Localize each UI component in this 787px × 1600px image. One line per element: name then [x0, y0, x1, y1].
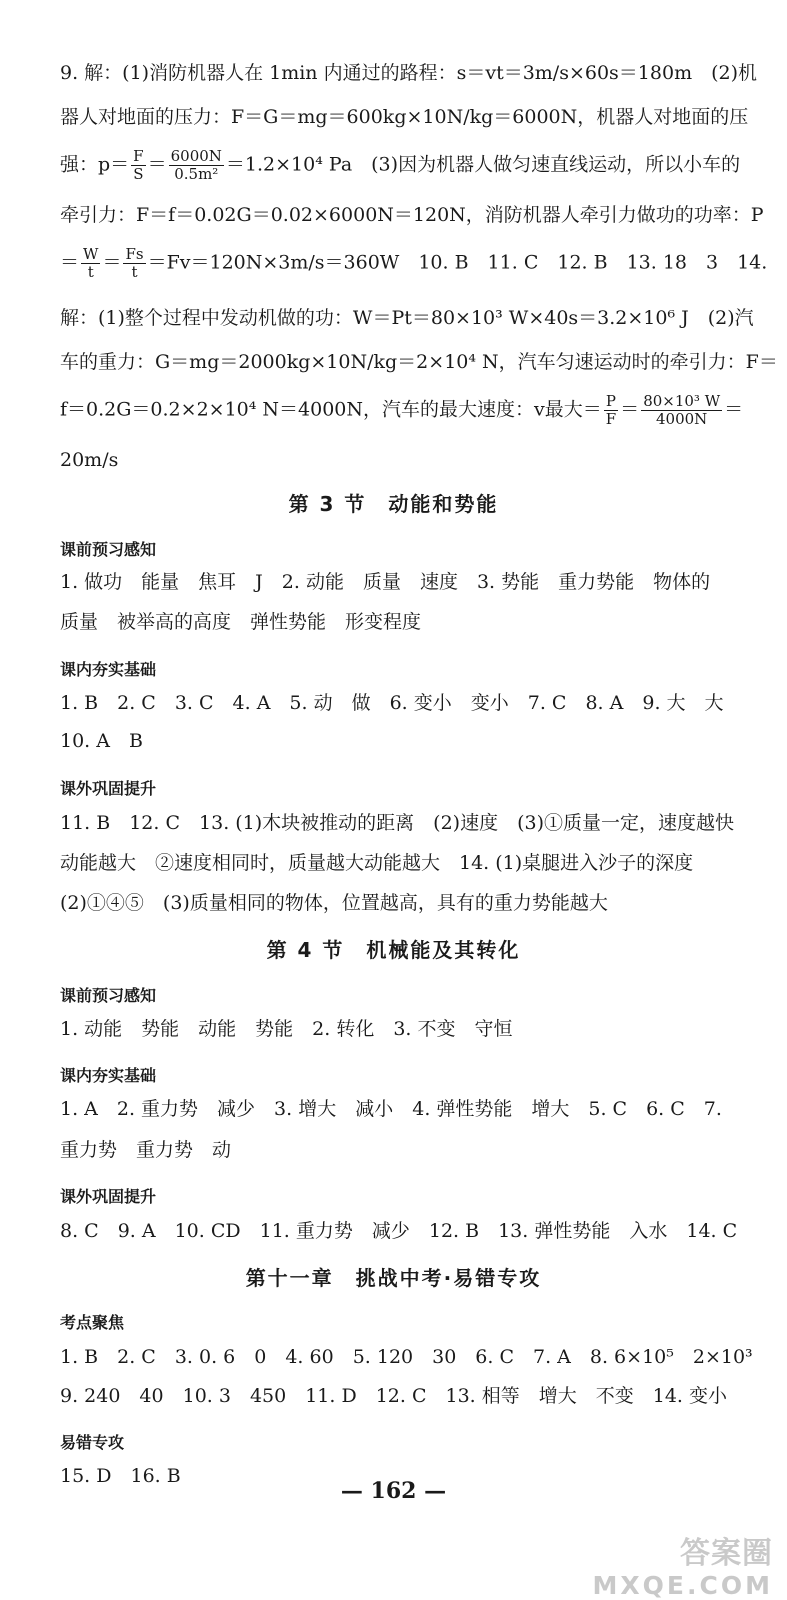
q14-line-2: 车的重力：G＝mg＝2000kg×10N/kg＝2×10⁴ N，汽车匀速运动时的牵引力：F＝ [60, 351, 778, 373]
q14-line-3 [60, 393, 747, 428]
watermark-sub: MXQE.COM [592, 1571, 773, 1600]
equals-sign: ＝ [620, 398, 640, 421]
fraction-numerator: P [604, 393, 618, 411]
equals-sign: ＝ [102, 251, 122, 274]
s3-after-class-line-1: 11. B 12. C 13. (1)木块被推动的距离 (2)速度 (3)①质量一定，速度越快 [60, 812, 735, 834]
s3-after-class-line-2: 动能越大 ②速度相同时，质量越大动能越大 14. (1)桌腿进入沙子的深度 [60, 852, 694, 874]
subheading-in-class: 课内夯实基础 [60, 660, 157, 679]
fraction-denominator: F [605, 410, 617, 428]
fraction [131, 148, 145, 183]
s4-after-class-line-1: 8. C 9. A 10. CD 11. 重力势 减少 12. B 13. 弹性势能 入水 14. C [60, 1220, 738, 1242]
subheading-errors: 易错专攻 [60, 1433, 125, 1452]
section-title: 第 3 节 动能和势能 [288, 492, 499, 516]
q14-l3-pre: f＝0.2G＝0.2×2×10⁴ N＝4000N，汽车的最大速度：v最大＝ [60, 398, 602, 421]
page-number: — 162 — [340, 1478, 447, 1504]
q9-line-3 [60, 148, 747, 183]
equals-sign: ＝ [60, 251, 80, 274]
q14-line-4: 20m/s [60, 449, 119, 471]
fraction-numerator: Fs [125, 245, 144, 263]
s3-after-class-line-3: (2)①④⑤ (3)质量相同的物体，位置越高，具有的重力势能越大 [60, 892, 608, 914]
fraction-denominator: t [131, 263, 138, 281]
fraction [123, 246, 145, 281]
q9-line-2: 器人对地面的压力：F＝G＝mg＝600kg×10N/kg＝6000N，机器人对地面的压 [60, 106, 749, 128]
chapter-title: 第十一章 挑战中考·易错专攻 [245, 1266, 542, 1290]
fraction [604, 393, 618, 428]
q9-l3-pre: 强：p＝ [60, 153, 130, 176]
fraction-denominator: 0.5m² [174, 165, 219, 183]
q9-line-1: 9. 解：(1)消防机器人在 1min 内通过的路程：s＝vt＝3m/s×60s＝180m (2)机 [60, 62, 757, 84]
fraction-denominator: S [133, 165, 144, 183]
ch11-focus-line-2: 9. 240 40 10. 3 450 11. D 12. C 13. 相等 增大 不变 14. 变小 [60, 1385, 728, 1407]
ch11-focus-line-1: 1. B 2. C 3. 0. 6 0 4. 60 5. 120 30 6. C 7. A 8. 6×10⁵ 2×10³ [60, 1346, 753, 1368]
subheading-after-class: 课外巩固提升 [60, 1187, 157, 1206]
subheading-in-class: 课内夯实基础 [60, 1066, 157, 1085]
s3-in-class-line-2: 10. A B [60, 730, 143, 752]
subheading-after-class: 课外巩固提升 [60, 779, 157, 798]
s4-in-class-line-1: 1. A 2. 重力势 减少 3. 增大 减小 4. 弹性势能 增大 5. C 6. C 7. [60, 1098, 722, 1120]
q9-line-5 [60, 245, 768, 281]
watermark-logo [593, 1528, 773, 1600]
equals-sign: ＝ [147, 153, 167, 176]
section-title: 第 4 节 机械能及其转化 [266, 938, 521, 962]
subheading-preview: 课前预习感知 [60, 540, 157, 559]
s4-preview-line-1: 1. 动能 势能 动能 势能 2. 转化 3. 不变 守恒 [60, 1018, 513, 1040]
s3-preview-line-2: 质量 被举高的高度 弹性势能 形变程度 [60, 611, 422, 633]
watermark-main: 答案圈 [680, 1536, 773, 1571]
fraction [641, 393, 722, 428]
fraction-numerator: F [133, 147, 144, 165]
q14-l3-post: ＝ [724, 398, 744, 421]
fraction-numerator: W [83, 245, 99, 263]
subheading-preview: 课前预习感知 [60, 986, 157, 1005]
fraction-denominator: t [87, 263, 94, 281]
fraction-numerator: 6000N [170, 147, 222, 165]
ch11-errors-line-1: 15. D 16. B [60, 1465, 181, 1487]
fraction [81, 246, 100, 281]
q9-line-4: 牵引力：F＝f＝0.02G＝0.02×6000N＝120N，消防机器人牵引力做功的功率：P [60, 204, 764, 226]
q14-line-1: 解：(1)整个过程中发动机做的功：W＝Pt＝80×10³ W×40s＝3.2×10⁶ J (2)汽 [60, 307, 754, 329]
s3-preview-line-1: 1. 做功 能量 焦耳 J 2. 动能 质量 速度 3. 势能 重力势能 物体的 [60, 571, 711, 593]
subheading-focus: 考点聚焦 [60, 1313, 125, 1332]
s3-in-class-line-1: 1. B 2. C 3. C 4. A 5. 动 做 6. 变小 变小 7. C 8. A 9. 大 大 [60, 692, 724, 714]
q9-l3-post: ＝1.2×10⁴ Pa (3)因为机器人做匀速直线运动，所以小车的 [225, 153, 741, 176]
fraction [169, 148, 224, 183]
q9-l5-post: ＝Fv＝120N×3m/s＝360W 10. B 11. C 12. B 13. 18 3 14. [147, 251, 768, 274]
fraction-numerator: 80×10³ W [643, 392, 721, 410]
fraction-denominator: 4000N [656, 410, 708, 428]
s4-in-class-line-2: 重力势 重力势 动 [60, 1139, 232, 1161]
